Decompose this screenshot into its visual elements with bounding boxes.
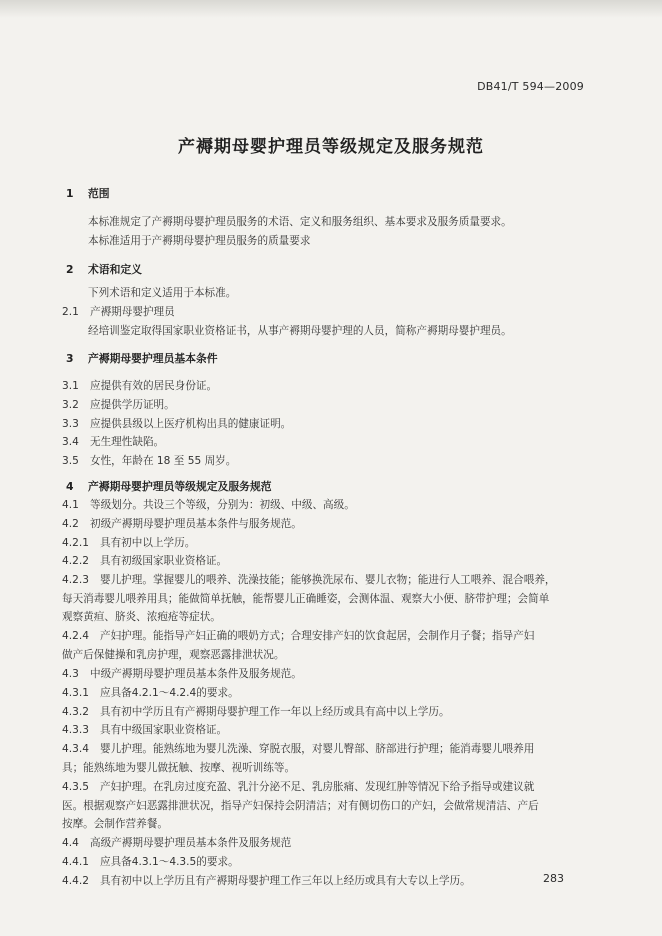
continuation-line: 每天消毒婴儿喂养用具；能做简单抚触，能帮婴儿正确睡姿，会测体温、观察大小便、脐带护理；会简单 [62,593,550,605]
clause-number: 4.3.2 [62,706,89,718]
clause-number: 3.5 [62,455,79,467]
clause-text: 具有初中以上学历。 [100,537,196,549]
clause-number: 4.1 [62,499,79,511]
continuation-line: 具；能熟练地为婴儿做抚触、按摩、视听训练等。 [62,762,296,774]
continuation-line: 按摩。会制作营养餐。 [62,818,168,830]
clause-text: 产褥期母婴护理员 [90,306,175,318]
clause-text: 产妇护理。在乳房过度充盈、乳汁分泌不足、乳房胀痛、发现红肿等情况下给予指导或建议就 [100,781,535,793]
clause-number: 3.3 [62,418,79,430]
clause-text: 具有中级国家职业资格证。 [100,724,228,736]
clause-text: 中级产褥期母婴护理员基本条件及服务规范。 [90,668,302,680]
clause-text: 具有初中学历且有产褥期母婴护理工作一年以上经历或具有高中以上学历。 [100,706,450,718]
clause-line [62,779,534,794]
section-title: 术语和定义 [88,263,142,276]
clause-line [62,416,291,431]
clause-text: 应具备4.2.1～4.2.4的要求。 [100,687,239,699]
clause-line [62,535,195,550]
clause-text: 具有初级国家职业资格证。 [100,555,228,567]
clause-line [62,628,534,643]
clause-text: 女性，年龄在 18 至 55 周岁。 [90,455,237,467]
clause-number: 3.4 [62,436,79,448]
clause-text: 无生理性缺陷。 [90,436,165,448]
clause-number: 4.2.4 [62,630,89,642]
clause-number: 4.3.5 [62,781,89,793]
clause-number: 4.2.1 [62,537,89,549]
clause-number: 4.2 [62,518,79,530]
clause-number: 4.3.4 [62,743,89,755]
clause-text: 应具备4.3.1～4.3.5的要求。 [100,856,239,868]
clause-line [62,434,164,449]
clause-number: 3.1 [62,380,79,392]
clause-line [62,835,291,850]
clause-number: 4.4.2 [62,875,89,887]
clause-text: 应提供有效的居民身份证。 [90,380,218,392]
section-title: 范围 [88,187,110,200]
section-heading [66,262,142,277]
clause-line [62,873,471,888]
clause-line [62,685,239,700]
continuation-line: 观察黄疸、脐炎、浓疱疮等症状。 [62,611,221,623]
clause-number: 4.4.1 [62,856,89,868]
section-number: 1 [66,187,74,200]
clause-line [62,704,450,719]
section-number: 2 [66,263,74,276]
clause-number: 4.4 [62,837,79,849]
clause-line [62,397,175,412]
clause-number: 4.2.2 [62,555,89,567]
clause-text: 应提供学历证明。 [90,399,175,411]
clause-number: 4.3.1 [62,687,89,699]
section-title: 产褥期母婴护理员等级规定及服务规范 [88,480,272,493]
clause-number: 4.3 [62,668,79,680]
continuation-line: 做产后保健操和乳房护理，观察恶露排泄状况。 [62,649,285,661]
continuation-line: 医。根据观察产妇恶露排泄状况，指导产妇保持会阴清洁；对有侧切伤口的产妇，会做常规清洁、产后 [62,800,539,812]
clause-text: 婴儿护理。能熟练地为婴儿洗澡、穿脱衣服，对婴儿臀部、脐部进行护理；能消毒婴儿喂养用 [100,743,535,755]
clause-line [62,666,302,681]
paragraph-line: 本标准适用于产褥期母婴护理员服务的质量要求 [88,235,311,247]
clause-number: 4.3.3 [62,724,89,736]
section-number: 4 [66,480,74,493]
clause-text: 婴儿护理。掌握婴儿的喂养、洗澡技能；能够换洗尿布、婴儿衣物；能进行人工喂养、混合喂养， [100,574,556,586]
section-heading [66,479,272,494]
clause-number: 4.2.3 [62,574,89,586]
section-heading [66,351,218,366]
paragraph-line: 经培训鉴定取得国家职业资格证书，从事产褥期母婴护理的人员，简称产褥期母婴护理员。 [88,325,512,337]
clause-text: 产妇护理。能指导产妇正确的喂奶方式；合理安排产妇的饮食起居，会制作月子餐；指导产妇 [100,630,535,642]
clause-line [62,741,534,756]
section-number: 3 [66,352,74,365]
clause-line [62,722,227,737]
paragraph-line: 本标准规定了产褥期母婴护理员服务的术语、定义和服务组织、基本要求及服务质量要求。 [88,216,512,228]
clause-line [62,304,175,319]
clause-text: 具有初中以上学历且有产褥期母婴护理工作三年以上经历或具有大专以上学历。 [100,875,471,887]
clause-number: 2.1 [62,306,79,318]
page-number: 283 [543,872,564,885]
scan-top-edge [0,0,662,18]
clause-text: 应提供县级以上医疗机构出具的健康证明。 [90,418,292,430]
clause-line [62,572,556,587]
clause-number: 3.2 [62,399,79,411]
clause-text: 高级产褥期母婴护理员基本条件及服务规范 [90,837,292,849]
standard-number: DB41/T 594—2009 [477,80,584,93]
clause-text: 等级划分。共设三个等级，分别为：初级、中级、高级。 [90,499,355,511]
clause-line [62,516,302,531]
clause-text: 初级产褥期母婴护理员基本条件与服务规范。 [90,518,302,530]
section-heading [66,186,110,201]
document-title: 产褥期母婴护理员等级规定及服务规范 [178,137,484,157]
clause-line [62,378,217,393]
clause-line [62,854,239,869]
clause-line [62,553,227,568]
clause-line [62,497,355,512]
clause-line [62,453,236,468]
paragraph-line: 下列术语和定义适用于本标准。 [88,287,237,299]
section-title: 产褥期母婴护理员基本条件 [88,352,218,365]
